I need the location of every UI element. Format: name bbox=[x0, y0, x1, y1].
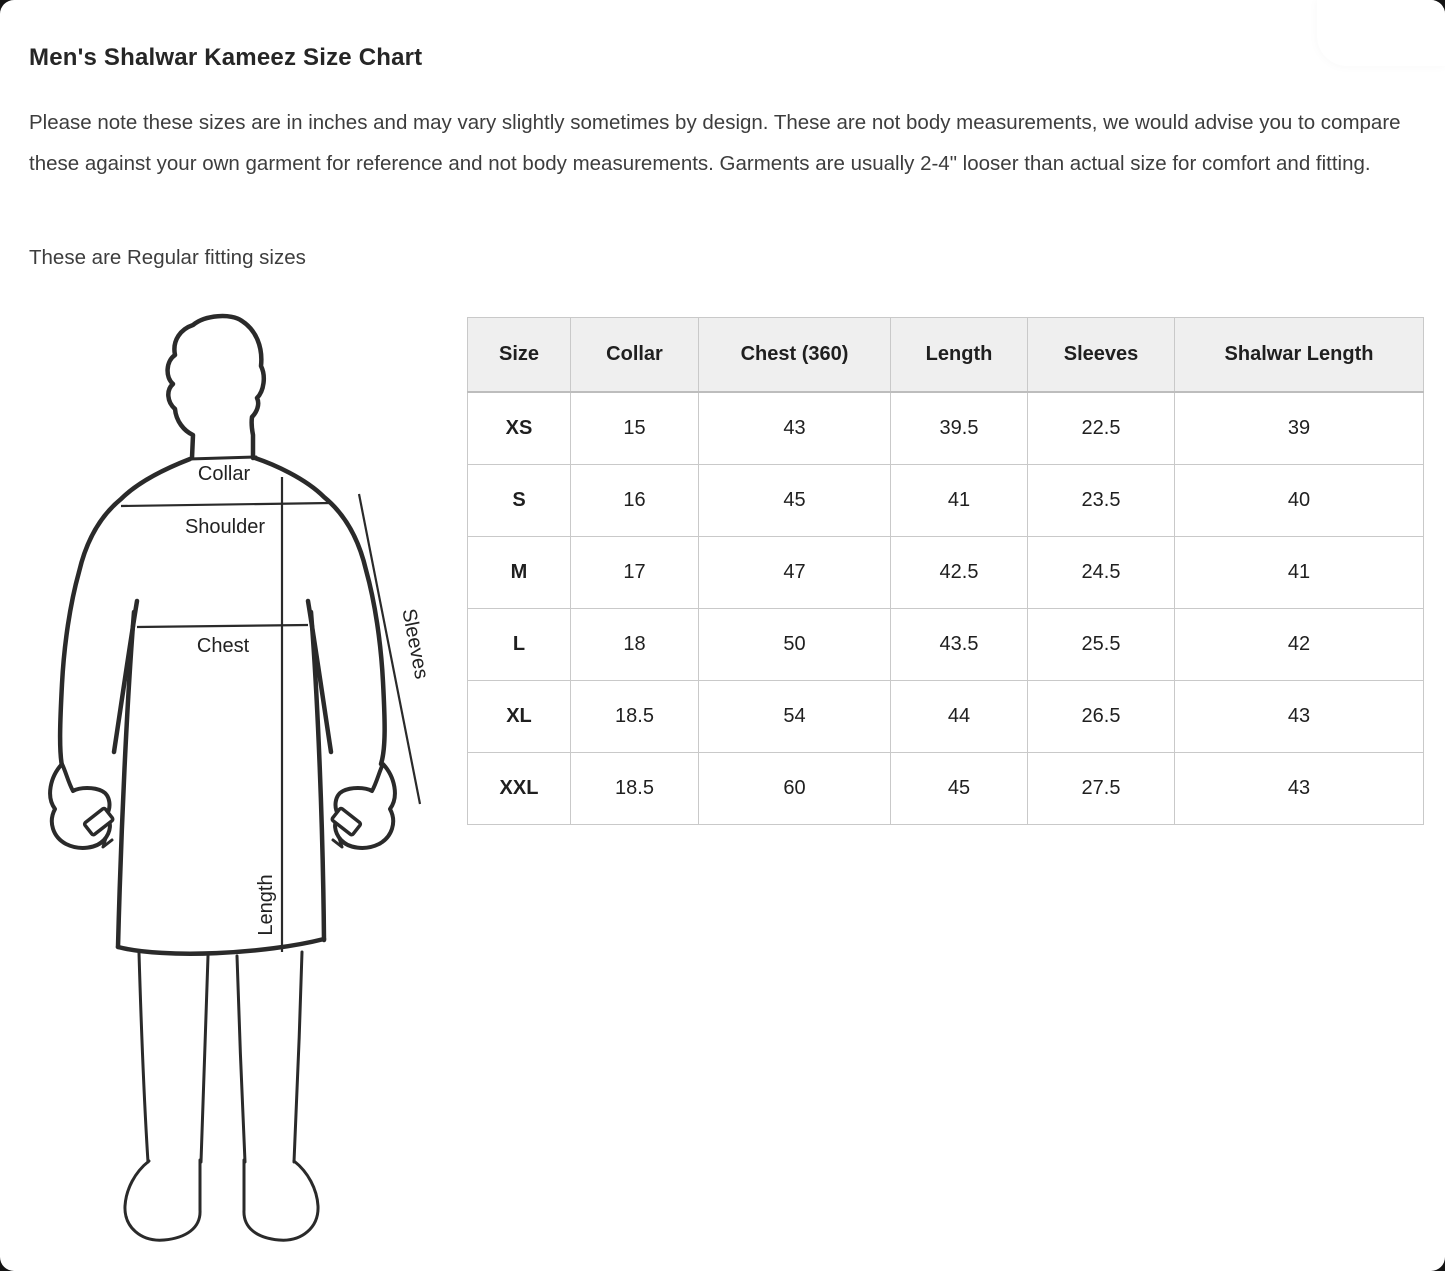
table-cell: 22.5 bbox=[1028, 392, 1175, 464]
table-cell: 60 bbox=[699, 752, 891, 824]
table-cell: 40 bbox=[1175, 464, 1424, 536]
size-cell: L bbox=[468, 608, 571, 680]
table-cell: 44 bbox=[891, 680, 1028, 752]
size-cell: M bbox=[468, 536, 571, 608]
table-cell: 24.5 bbox=[1028, 536, 1175, 608]
table-cell: 16 bbox=[571, 464, 699, 536]
table-cell: 27.5 bbox=[1028, 752, 1175, 824]
table-cell: 23.5 bbox=[1028, 464, 1175, 536]
figure-right-hand bbox=[335, 764, 395, 848]
table-cell: 26.5 bbox=[1028, 680, 1175, 752]
table-cell: 45 bbox=[891, 752, 1028, 824]
table-cell: 18.5 bbox=[571, 680, 699, 752]
length-label: Length bbox=[255, 874, 277, 936]
table-cell: 47 bbox=[699, 536, 891, 608]
table-cell: 18 bbox=[571, 608, 699, 680]
table-row-m bbox=[468, 536, 1424, 608]
col-header-sleeves: Sleeves bbox=[1028, 318, 1175, 393]
table-cell: 17 bbox=[571, 536, 699, 608]
table-header-row bbox=[468, 318, 1424, 393]
table-cell: 39 bbox=[1175, 392, 1424, 464]
sleeves-label: Sleeves bbox=[397, 606, 433, 681]
col-header-length: Length bbox=[891, 318, 1028, 393]
col-header-collar: Collar bbox=[571, 318, 699, 393]
figure-left-foot bbox=[125, 1160, 200, 1240]
size-note-paragraph: Please note these sizes are in inches and may vary slightly sometimes by design. These are not body measurements, we would advise you to compare these against your own garment for reference and not body measurements. Garments are usually 2-4" looser than actual size for comfort and fitting. bbox=[29, 111, 1401, 175]
page-title: Men's Shalwar Kameez Size Chart bbox=[29, 44, 423, 71]
figure-right-foot bbox=[244, 1160, 318, 1240]
fit-note: These are Regular fitting sizes bbox=[29, 246, 306, 269]
table-cell: 42.5 bbox=[891, 536, 1028, 608]
figure-left-hand bbox=[50, 764, 110, 848]
figure-left-leg-inner bbox=[201, 956, 208, 1162]
size-cell: S bbox=[468, 464, 571, 536]
table-cell: 43.5 bbox=[891, 608, 1028, 680]
table-row-xl bbox=[468, 680, 1424, 752]
shoulder-measure-line bbox=[121, 503, 331, 506]
table-cell: 43 bbox=[1175, 680, 1424, 752]
table-cell: 39.5 bbox=[891, 392, 1028, 464]
table-row-l bbox=[468, 608, 1424, 680]
figure-right-leg-inner bbox=[237, 956, 245, 1162]
figure-head-outline bbox=[168, 316, 264, 458]
col-header-size: Size bbox=[468, 318, 571, 393]
size-chart-table bbox=[467, 317, 1424, 825]
table-cell: 50 bbox=[699, 608, 891, 680]
figure-left-leg bbox=[139, 953, 148, 1162]
table-cell: 43 bbox=[699, 392, 891, 464]
collar-label: Collar bbox=[197, 463, 251, 485]
table-cell: 45 bbox=[699, 464, 891, 536]
table-cell: 41 bbox=[1175, 536, 1424, 608]
table-row-xxl bbox=[468, 752, 1424, 824]
table-cell: 15 bbox=[571, 392, 699, 464]
table-cell: 18.5 bbox=[571, 752, 699, 824]
figure-kameez-hem bbox=[118, 939, 324, 954]
table-cell: 54 bbox=[699, 680, 891, 752]
table-cell: 42 bbox=[1175, 608, 1424, 680]
figure-right-leg bbox=[294, 952, 302, 1162]
measurement-figure bbox=[0, 0, 445, 1271]
size-cell: XXL bbox=[468, 752, 571, 824]
chest-label: Chest bbox=[196, 635, 250, 657]
table-row-s bbox=[468, 464, 1424, 536]
figure-collar-line bbox=[189, 457, 256, 459]
col-header-shalwar-length: Shalwar Length bbox=[1175, 318, 1424, 393]
shoulder-label: Shoulder bbox=[184, 516, 266, 538]
corner-overlay bbox=[1317, 0, 1445, 66]
col-header-chest: Chest (360) bbox=[699, 318, 891, 393]
table-row-xs bbox=[468, 392, 1424, 464]
table-cell: 43 bbox=[1175, 752, 1424, 824]
size-cell: XS bbox=[468, 392, 571, 464]
table-cell: 25.5 bbox=[1028, 608, 1175, 680]
size-cell: XL bbox=[468, 680, 571, 752]
table-cell: 41 bbox=[891, 464, 1028, 536]
